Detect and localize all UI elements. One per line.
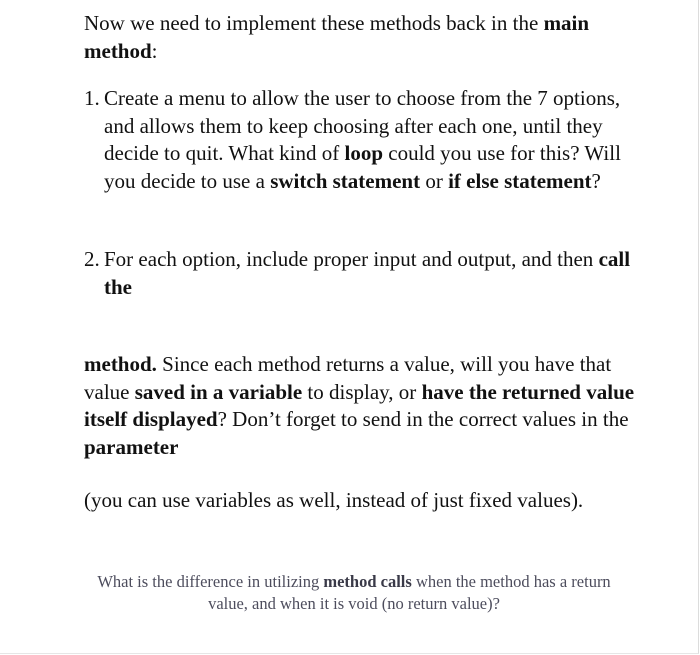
question-bold-method-calls: method calls (323, 572, 412, 591)
list-item-text (104, 85, 644, 195)
item1-text-4: ? (591, 168, 601, 193)
parenthetical-paragraph: (you can use variables as well, instead of just fixed values). (84, 488, 584, 512)
question-text-2: when the method has a return value, and when it is void (no return value)? (208, 572, 611, 613)
intro-text: Now we need to implement these methods back in the (84, 11, 544, 35)
question-text-1: What is the difference in utilizing (97, 572, 324, 591)
question-paragraph (84, 571, 624, 614)
method-bold-method: method. (84, 352, 157, 376)
method-bold-saved: saved in a variable (134, 379, 303, 404)
list-item-text (104, 246, 644, 301)
method-text-3: ? Don’t forget to send in the correct values in the (217, 407, 629, 431)
item2-text-1: For each option, include proper input and output, and then (104, 247, 599, 271)
method-bold-returned-value: have the returned value itself displayed (84, 379, 635, 431)
intro-bold-main-method: main method (84, 11, 590, 63)
list-item-number: 2. (84, 247, 100, 271)
item1-bold-loop: loop (344, 141, 383, 165)
method-text-1: Since each method returns a value, will you have that value (84, 352, 612, 404)
item1-text-3: or (420, 168, 449, 193)
intro-paragraph (84, 10, 644, 65)
intro-colon: : (151, 38, 158, 63)
method-paragraph (84, 351, 644, 461)
item1-bold-switch: switch statement (270, 168, 421, 193)
item2-bold-call-the: call the (104, 247, 631, 299)
item1-bold-if-else: if else statement (448, 168, 592, 193)
method-text-2: to display, or (302, 379, 422, 404)
item1-text-1: Create a menu to allow the user to choose from the 7 options, and allows them to keep choosing after each one, until they decide to quit. What kind of (104, 86, 621, 165)
list-item-1 (84, 85, 644, 195)
method-bold-parameter: parameter (84, 434, 179, 459)
list-item-number: 1. (84, 86, 100, 110)
item1-text-2: could you use for this? Will you decide to use a (104, 141, 621, 193)
list-item-2 (84, 246, 644, 301)
